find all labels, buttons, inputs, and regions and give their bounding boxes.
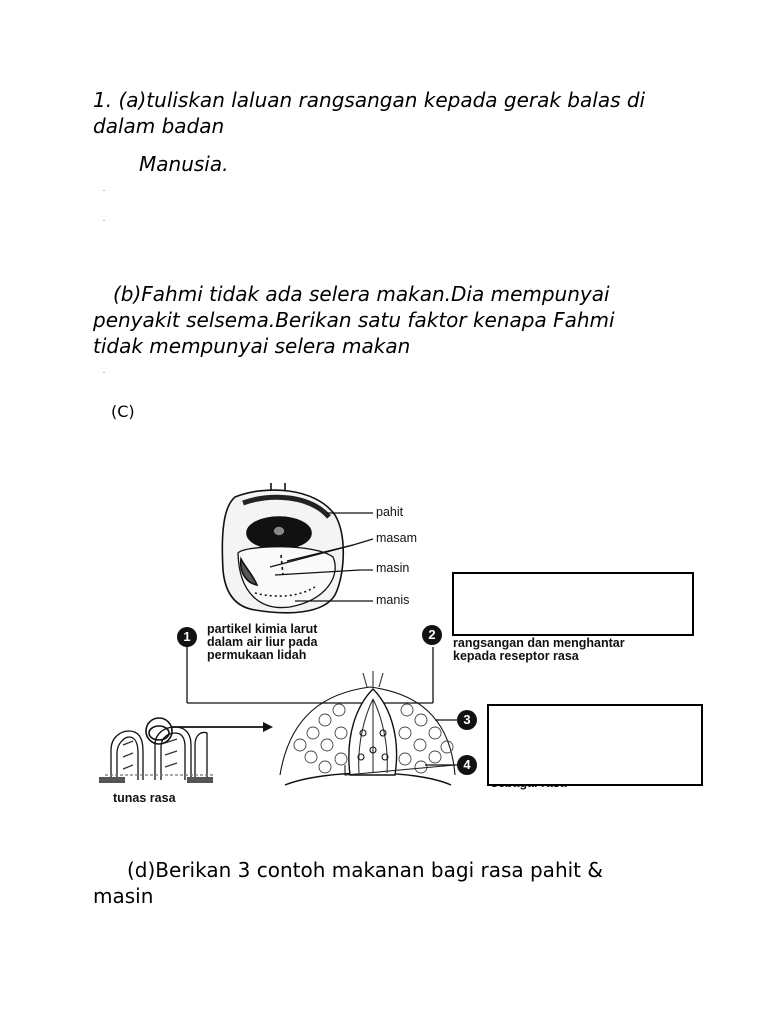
- tongue-label-pahit: pahit: [376, 505, 404, 519]
- question-1b-line3: tidak mempunyai selera makan: [93, 334, 411, 358]
- question-1c-label: (C): [111, 402, 135, 421]
- step-1-line: partikel kimia larut: [207, 622, 318, 636]
- step-4-badge: 4: [457, 755, 477, 775]
- answer-space-mark: [103, 220, 105, 221]
- step-1-line: permukaan lidah: [207, 648, 307, 662]
- question-1a-line1: 1. (a)tuliskan laluan rangsangan kepada gerak balas di: [93, 88, 646, 112]
- tongue-label-masam: masam: [376, 531, 417, 545]
- step-1-text: [207, 623, 317, 662]
- answer-space-mark: [103, 190, 105, 191]
- taste-bud-label: tunas rasa: [113, 791, 176, 805]
- question-1b-line1: (b)Fahmi tidak ada selera makan.Dia mempunyai: [113, 282, 610, 306]
- answer-space-mark: [103, 372, 105, 373]
- question-1a-line2: dalam badan: [93, 114, 225, 138]
- step-3-badge: 3: [457, 710, 477, 730]
- answer-box-step-2[interactable]: [452, 572, 694, 636]
- question-1b-line2: penyakit selsema.Berikan satu faktor kenapa Fahmi: [93, 308, 615, 332]
- question-1d-line2: masin: [93, 884, 154, 908]
- question-1d-line1: (d)Berikan 3 contoh makanan bagi rasa pahit &: [127, 858, 603, 882]
- question-1a-line3: Manusia.: [139, 152, 229, 176]
- step-2-line: rangsangan dan menghantar: [453, 636, 625, 650]
- mouth-tongue-illustration: [222, 483, 343, 613]
- tongue-label-masin: masin: [376, 561, 410, 575]
- tongue-label-manis: manis: [376, 593, 410, 607]
- taste-bud-columns-illustration: [99, 726, 213, 780]
- step-1-line: dalam air liur pada: [207, 635, 318, 649]
- taste-diagram: [95, 475, 715, 815]
- step-2-badge: 2: [422, 625, 442, 645]
- step-2-text: [453, 637, 625, 663]
- step-2-line: kepada reseptor rasa: [453, 649, 579, 663]
- answer-box-step-3-4[interactable]: [487, 704, 703, 786]
- magnified-taste-bud-illustration: [280, 671, 455, 785]
- step-1-badge: 1: [177, 627, 197, 647]
